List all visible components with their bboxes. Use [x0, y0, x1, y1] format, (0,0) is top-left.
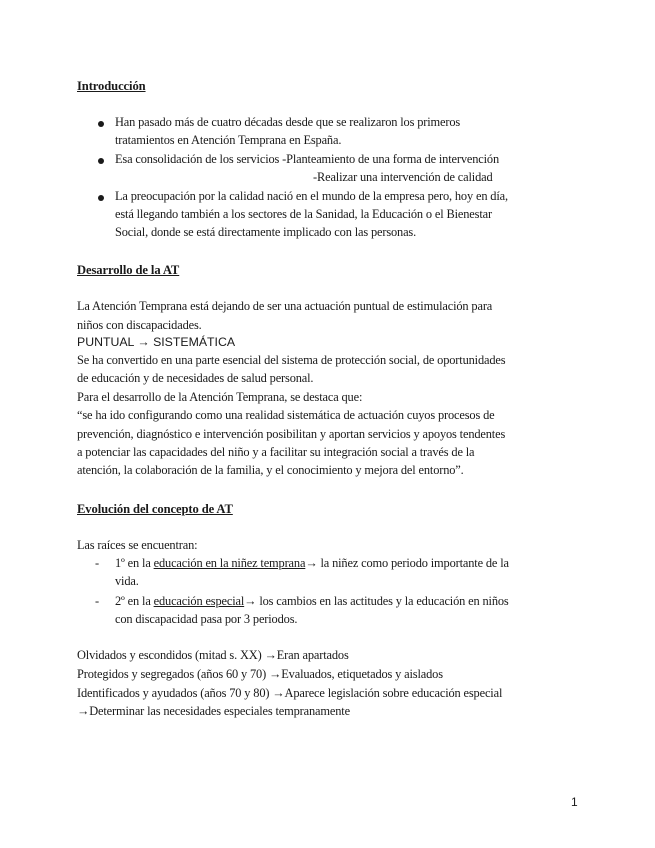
- intro-bullet-3-line-1: La preocupación por la calidad nació en el mundo de la empresa pero, hoy en día,: [115, 189, 508, 203]
- evolucion-intro: Las raíces se encuentran:: [77, 538, 198, 552]
- desarrollo-quote-line-3: a potenciar las capacidades del niño y a facilitar su integración social a través de la: [77, 445, 475, 459]
- page-number: 1: [571, 795, 578, 809]
- desarrollo-line-4: Se ha convertido en una parte esencial del sistema de protección social, de oportunidades: [77, 353, 506, 367]
- evolucion-item-2-cont: con discapacidad pasa por 3 periodos.: [115, 612, 298, 626]
- desarrollo-line-3: PUNTUAL → SISTEMÁTICA: [77, 335, 236, 349]
- desarrollo-quote-line-1: “se ha ido configurando como una realidad sistemática de actuación cuyos procesos de: [77, 408, 495, 422]
- desarrollo-line-2: niños con discapacidades.: [77, 318, 202, 332]
- dash-marker: -: [95, 594, 100, 608]
- bullet-icon: [98, 195, 104, 201]
- desarrollo-quote-line-4: atención, la colaboración de la familia, y el conocimiento y mejora del entorno”.: [77, 463, 464, 477]
- evolucion-item-2: [115, 594, 509, 609]
- evolucion-heading: Evolución del concepto de AT: [77, 502, 233, 516]
- intro-heading: Introducción: [77, 79, 146, 93]
- desarrollo-line-1: La Atención Temprana está dejando de ser una actuación puntual de estimulación para: [77, 299, 493, 313]
- evolucion-period-3: Identificados y ayudados (años 70 y 80) →Aparece legislación sobre educación especial: [77, 686, 503, 700]
- evolucion-item-1: [115, 556, 509, 571]
- evolucion-item-2-post: → los cambios en las actitudes y la educación en niños: [244, 594, 509, 608]
- bullet-icon: [98, 158, 104, 164]
- intro-bullet-1-line-2: tratamientos en Atención Temprana en España.: [115, 133, 342, 147]
- evolucion-item-1-cont: vida.: [115, 574, 139, 588]
- evolucion-item-2-underlined: educación especial: [153, 594, 245, 608]
- evolucion-period-1: Olvidados y escondidos (mitad s. XX) →Eran apartados: [77, 648, 349, 662]
- desarrollo-quote-line-2: prevención, diagnóstico e intervención posibilitan y aportan servicios y apoyos tendentes: [77, 427, 506, 441]
- dash-marker: -: [95, 556, 100, 570]
- evolucion-item-1-post: → la niñez como periodo importante de la: [305, 556, 509, 570]
- intro-bullet-3-line-3: Social, donde se está directamente implicado con las personas.: [115, 225, 417, 239]
- intro-bullet-3-line-2: está llegando también a los sectores de la Sanidad, la Educación o el Bienestar: [115, 207, 492, 221]
- desarrollo-line-6: Para el desarrollo de la Atención Temprana, se destaca que:: [77, 390, 363, 404]
- evolucion-item-1-pre: 1º en la: [115, 556, 154, 570]
- bullet-icon: [98, 121, 104, 127]
- evolucion-period-2: Protegidos y segregados (años 60 y 70) →Evaluados, etiquetados y aislados: [77, 667, 443, 681]
- evolucion-item-1-underlined: educación en la niñez temprana: [153, 556, 306, 570]
- evolucion-period-4: →Determinar las necesidades especiales tempranamente: [77, 704, 350, 718]
- intro-bullet-2-line-1: Esa consolidación de los servicios -Planteamiento de una forma de intervención: [115, 152, 499, 166]
- intro-bullet-1-line-1: Han pasado más de cuatro décadas desde que se realizaron los primeros: [115, 115, 461, 129]
- evolucion-item-2-pre: 2º en la: [115, 594, 154, 608]
- desarrollo-line-5: de educación y de necesidades de salud personal.: [77, 371, 314, 385]
- desarrollo-heading: Desarrollo de la AT: [77, 263, 180, 277]
- intro-bullet-2-line-2: -Realizar una intervención de calidad: [313, 170, 493, 184]
